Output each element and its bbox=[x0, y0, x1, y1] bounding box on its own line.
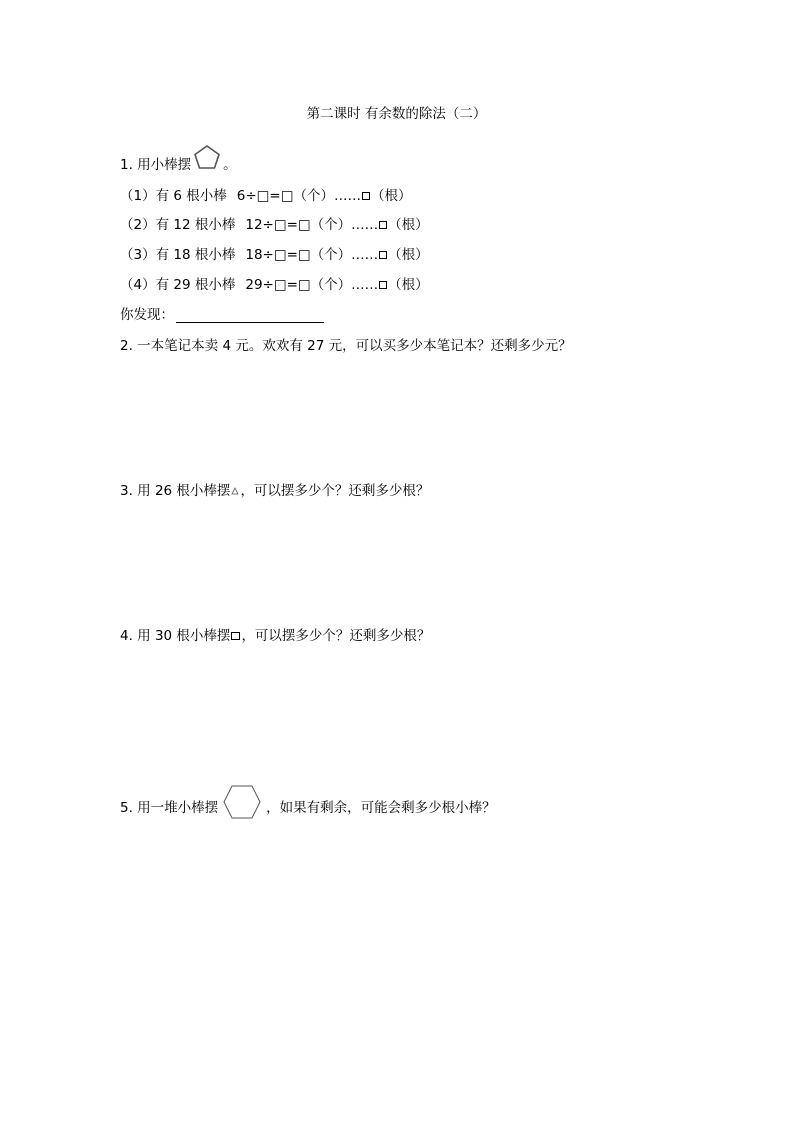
question-1-row-2 bbox=[120, 215, 429, 235]
pentagon-icon bbox=[193, 144, 221, 170]
question-5-suffix: ，如果有剩余，可能会剩多少根小棒？ bbox=[266, 800, 496, 816]
square-icon bbox=[231, 632, 240, 640]
question-1-row-3 bbox=[120, 245, 429, 265]
question-4-suffix: ，可以摆多少个？还剩多少根？ bbox=[241, 628, 431, 644]
row-label: （2）有 12 根小棒 bbox=[120, 217, 236, 233]
remainder-box bbox=[362, 192, 370, 200]
hexagon-icon bbox=[222, 784, 262, 820]
question-2: 2. 一本笔记本卖 4 元。欢欢有 27 元，可以买多少本笔记本？还剩多少元？ bbox=[120, 338, 572, 354]
question-1-heading bbox=[120, 152, 237, 178]
triangle-icon bbox=[231, 487, 239, 495]
question-3-suffix: ，可以摆多少个？还剩多少根？ bbox=[240, 483, 430, 499]
row-expression: 29÷□=□（个）…… bbox=[245, 277, 379, 293]
question-4 bbox=[120, 626, 430, 646]
question-1-row-4 bbox=[120, 275, 429, 295]
row-tail: （根） bbox=[388, 277, 429, 293]
finding-label: 你发现： bbox=[120, 307, 174, 323]
row-label: （4）有 29 根小棒 bbox=[120, 277, 236, 293]
row-expression: 12÷□=□（个）…… bbox=[245, 217, 379, 233]
row-tail: （根） bbox=[388, 247, 429, 263]
question-3 bbox=[120, 481, 429, 501]
question-1-suffix: 。 bbox=[223, 157, 237, 173]
question-5-prefix: 5. 用一堆小棒摆 bbox=[120, 800, 219, 816]
remainder-box bbox=[379, 221, 387, 229]
remainder-box bbox=[379, 281, 387, 289]
question-1-prefix: 1. 用小棒摆 bbox=[120, 157, 192, 173]
row-expression: 18÷□=□（个）…… bbox=[245, 247, 379, 263]
remainder-box bbox=[379, 251, 387, 259]
finding-answer-line[interactable] bbox=[176, 308, 324, 323]
question-1-row-1 bbox=[120, 186, 412, 206]
row-expression: 6÷□=□（个）…… bbox=[236, 188, 361, 204]
question-3-prefix: 3. 用 26 根小棒摆 bbox=[120, 483, 231, 499]
row-tail: （根） bbox=[371, 188, 412, 204]
row-tail: （根） bbox=[388, 217, 429, 233]
row-label: （1）有 6 根小棒 bbox=[120, 188, 227, 204]
question-5 bbox=[120, 790, 496, 826]
page-title: 第二课时 有余数的除法（二） bbox=[306, 106, 487, 122]
row-label: （3）有 18 根小棒 bbox=[120, 247, 236, 263]
finding-row bbox=[120, 305, 324, 325]
question-4-prefix: 4. 用 30 根小棒摆 bbox=[120, 628, 231, 644]
